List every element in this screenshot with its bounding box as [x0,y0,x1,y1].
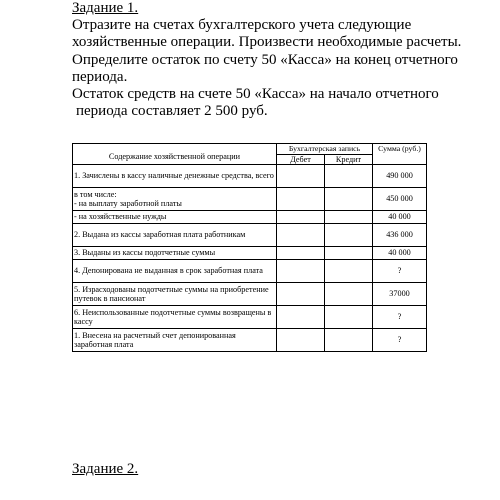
table-header-row [73,144,427,155]
credit-cell[interactable] [325,211,373,224]
credit-cell[interactable] [325,260,373,283]
table-row [73,329,427,352]
task1-heading: Задание 1. [72,0,139,16]
debit-cell[interactable] [277,260,325,283]
header-sum: Сумма (руб.) [373,144,427,165]
instruction-line: Определите остаток по счету 50 «Касса» на конец отчетного [72,51,458,68]
credit-cell[interactable] [325,329,373,352]
sum-cell: 436 000 [373,224,427,247]
operation-text: - на хозяйственные нужды [73,211,277,224]
table-row [73,188,427,211]
header-content: Содержание хозяйственной операции [73,144,277,165]
header-debit: Дебет [277,154,325,165]
instruction-line: периода составляет 2 500 руб. [76,103,268,120]
operation-text: 5. Израсходованы подотчетные суммы на приобретение путевок в пансионат [73,283,277,306]
instruction-line: Остаток средств на счете 50 «Касса» на начало отчетного [72,86,439,103]
sum-cell: 490 000 [373,165,427,188]
task2-heading: Задание 2. [72,461,139,477]
sum-cell: ? [373,306,427,329]
debit-cell[interactable] [277,188,325,211]
header-credit: Кредит [325,154,373,165]
header-entry: Бухгалтерская запись [277,144,373,155]
table-row [73,165,427,188]
operation-text: 4. Депонирована не выданная в срок заработная плата [73,260,277,283]
sum-cell: 40 000 [373,247,427,260]
table-row [73,306,427,329]
instruction-line: хозяйственные операции. Произвести необходимые расчеты. [72,34,462,51]
debit-cell[interactable] [277,224,325,247]
credit-cell[interactable] [325,165,373,188]
operation-text: 3. Выданы из кассы подотчетные суммы [73,247,277,260]
table-row [73,260,427,283]
operation-text: 2. Выдана из кассы заработная плата работникам [73,224,277,247]
debit-cell[interactable] [277,306,325,329]
table-row [73,211,427,224]
credit-cell[interactable] [325,188,373,211]
credit-cell[interactable] [325,283,373,306]
debit-cell[interactable] [277,211,325,224]
operations-table [72,143,427,352]
operation-text: 6. Неиспользованные подотчетные суммы возвращены в кассу [73,306,277,329]
debit-cell[interactable] [277,283,325,306]
debit-cell[interactable] [277,247,325,260]
debit-cell[interactable] [277,329,325,352]
task1-instructions [72,17,492,121]
operation-text: 1. Зачислены в кассу наличные денежные средства, всего [73,165,277,188]
instruction-line: Отразите на счетах бухгалтерского учета следующие [72,17,412,33]
table-row [73,283,427,306]
operation-text: в том числе: - на выплату заработной платы [73,188,277,211]
credit-cell[interactable] [325,247,373,260]
operation-text: 1. Внесена на расчетный счет депонированная заработная плата [73,329,277,352]
sum-cell: 450 000 [373,188,427,211]
sum-cell: ? [373,260,427,283]
instruction-line: периода. [72,68,128,85]
table-row [73,224,427,247]
credit-cell[interactable] [325,306,373,329]
sum-cell: ? [373,329,427,352]
table-row [73,247,427,260]
credit-cell[interactable] [325,224,373,247]
sum-cell: 40 000 [373,211,427,224]
sum-cell: 37000 [373,283,427,306]
debit-cell[interactable] [277,165,325,188]
